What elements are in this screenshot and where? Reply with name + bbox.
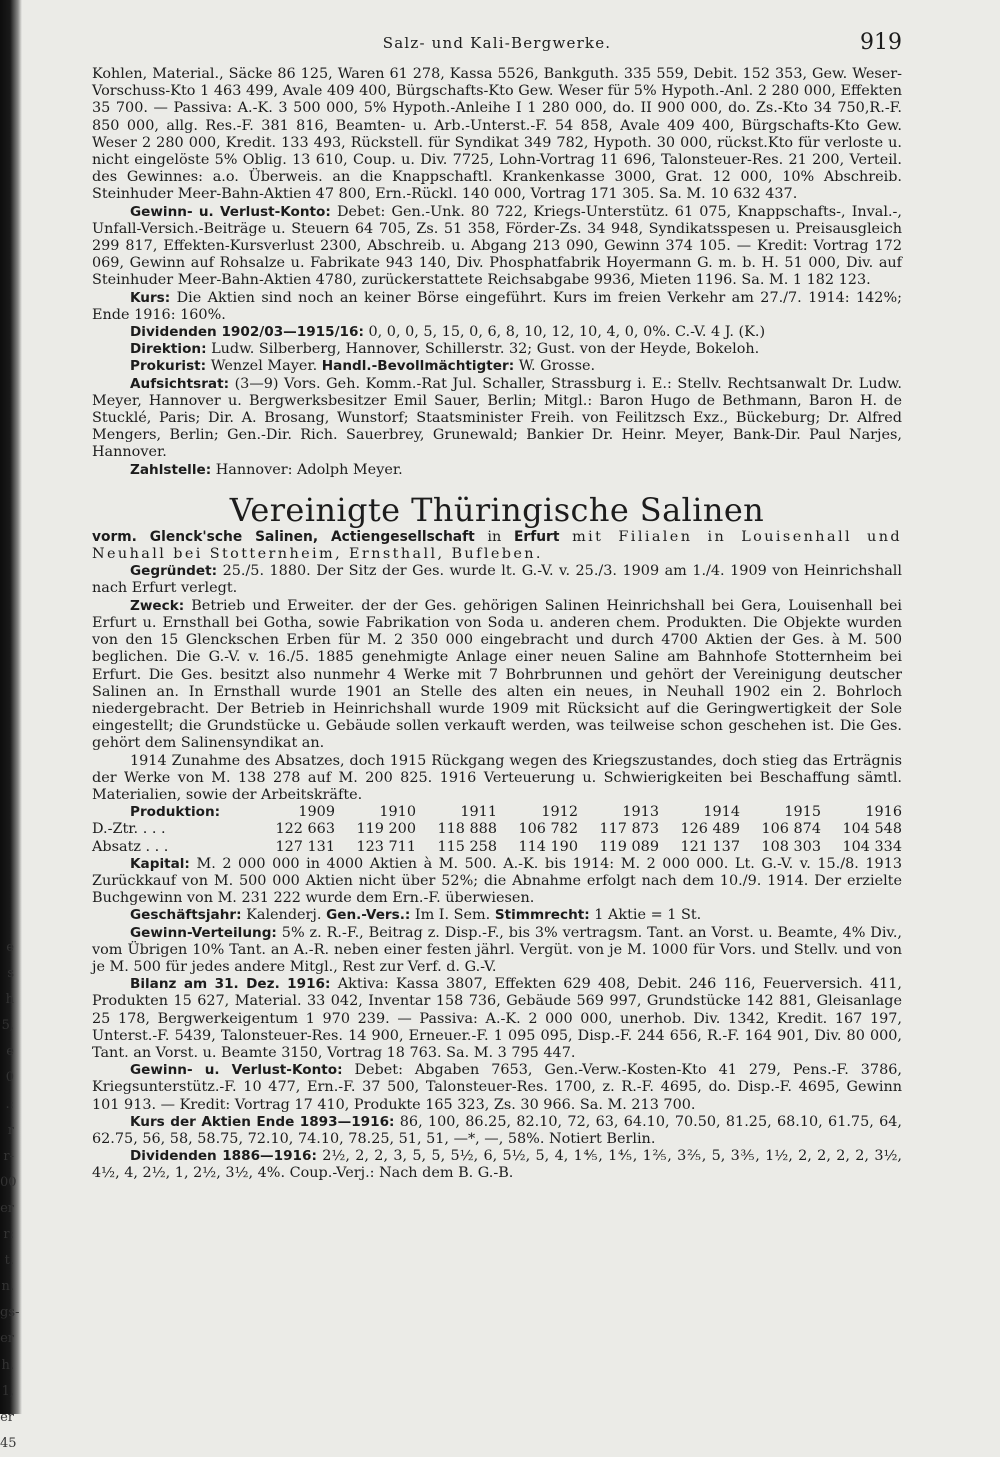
section-label: Dividenden 1886—1916:	[130, 1148, 317, 1165]
production-table	[92, 804, 902, 856]
company-title: Vereinigte Thüringische Salinen	[229, 490, 765, 529]
fragment: h.	[1, 1357, 14, 1373]
section-label: Gewinn-Verteilung:	[130, 924, 277, 941]
value-cell: 115 258	[437, 838, 497, 855]
value-cell: 119 089	[599, 838, 659, 855]
section-label: Gegründet:	[130, 563, 218, 580]
year-cell: 1913	[622, 804, 659, 821]
section-text: W. Grosse.	[518, 358, 596, 375]
section-label: Geschäftsjahr:	[130, 907, 242, 924]
value-cell: 104 334	[842, 838, 902, 855]
value-cell: 117 873	[599, 821, 659, 838]
section-label: Direktion:	[130, 341, 207, 358]
guv-paragraph	[92, 1062, 902, 1114]
direktion-paragraph	[92, 341, 902, 358]
value-cell: 106 874	[761, 821, 821, 838]
fragment: er	[0, 1331, 14, 1347]
value-cell: 106 782	[518, 821, 578, 838]
section-text: 25./5. 1880. Der Sitz der Ges. wurde lt. G.-V. v. 25./3. 1909 am 1./4. 1909 von Heinrichshall nach Erfurt verlegt.	[92, 563, 902, 597]
fragment: er	[0, 1200, 14, 1216]
running-header	[92, 30, 902, 56]
fragment: 45	[0, 1435, 17, 1451]
value-cell: 123 711	[356, 838, 416, 855]
dividends-paragraph	[92, 324, 902, 341]
geschaeftsjahr-paragraph	[92, 907, 902, 924]
fragment: e	[6, 1044, 14, 1060]
prokurist-paragraph	[92, 358, 902, 375]
gv-konto-paragraph	[92, 204, 902, 290]
year-cell: 1911	[460, 804, 497, 821]
year-cell: 1916	[865, 804, 902, 821]
section-text: Debet: Abgaben 7653, Gen.-Verw.-Kosten-Kto 41 279, Pens.-F. 3786, Kriegsunterstütz.-F. 10 477, Ern.-F. 37 500, Talonsteuer-Res. 1700, z. R.-F. 4695, do. Disp.-F. 4695, Gewinn 101 913. — Kredit: Vortrag 17 410, Produkte 165 323, Zs. 30 966. Sa. M. 213 700.	[92, 1062, 902, 1113]
section-label: Stimmrecht:	[494, 907, 590, 924]
zweck-paragraph	[92, 598, 902, 753]
gegruendet-paragraph	[92, 563, 902, 597]
fragment: r:	[3, 1227, 14, 1243]
fragment: s	[7, 966, 14, 982]
section-text: 5% z. R.-F., Beitrag z. Disp.-F., bis 3% vertragsm. Tant. an Vorst. u. Beamte, 4% Div., vom Übrigen 10% Tant. an A.-R. neben einer festen jährl. Vergüt. von je M. 1000 für Vors. und Stellv. und von je M. 500 für jedes andere Mitgl., Rest zur Verf. d. G.-V.	[92, 924, 903, 975]
kapital-paragraph	[92, 856, 902, 908]
value-cell: 118 888	[437, 821, 497, 838]
subtitle-in: in	[487, 528, 502, 545]
section-text: M. 2 000 000 in 4000 Aktien à M. 500. A.-K. bis 1914: M. 2 000 000. Lt. G.-V. v. 15./8. 1913 Zurückkauf von M. 500 000 Aktien nicht über 52%; die Abnahme erfolgt nach dem 10./9. 1914. Der erzielte Buchgewinn von M. 231 222 wurde dem Ern.-F. überwiesen.	[92, 855, 903, 907]
kurse-paragraph	[92, 1114, 902, 1148]
fragment: gs-	[0, 1305, 20, 1321]
fragment: 1,	[1, 1383, 14, 1399]
production-row-dztr	[92, 821, 902, 838]
company-city: Erfurt	[513, 528, 560, 545]
section-label: Prokurist:	[130, 358, 207, 375]
page-body	[92, 66, 902, 1183]
section-text: Ludw. Silberberg, Hannover, Schillerstr. 32; Gust. von der Heyde, Bokeloh.	[211, 341, 760, 358]
value-cell: 119 200	[356, 821, 416, 838]
section-text: 0, 0, 0, 5, 15, 0, 6, 8, 10, 12, 10, 4, 0, 0%. C.-V. 4 J. (K.)	[368, 324, 766, 341]
value-cell: 108 303	[761, 838, 821, 855]
fragment: t.	[4, 1253, 14, 1269]
gewinn-verteilung-paragraph	[92, 925, 902, 977]
section-text: 1 Aktie = 1 St.	[594, 907, 702, 924]
value-cell: 121 137	[680, 838, 740, 855]
production-label: Produktion:	[130, 804, 221, 821]
row-label: D.-Ztr. . . .	[92, 821, 166, 838]
section-label: Handl.-Bevollmächtigter:	[321, 358, 515, 375]
year-cell: 1912	[541, 804, 578, 821]
year-cell: 1915	[784, 804, 821, 821]
dividenden-paragraph	[92, 1148, 902, 1182]
section-label: Gewinn- u. Verlust-Konto:	[130, 1062, 343, 1079]
company-branches: mit Filialen in Louisenhall und Neuhall bei Stotternheim, Ernsthall, Bufleben.	[92, 528, 902, 563]
section-label: Dividenden 1902/03—1915/16:	[130, 324, 364, 341]
section-text: 86, 100, 86.25, 82.10, 72, 63, 64.10, 70.50, 81.25, 68.10, 61.75, 64, 62.75, 56, 58, 58.75, 72.10, 74.10, 78.25, 51, 51, —*, —, 58%. Notiert Berlin.	[92, 1113, 902, 1147]
section-text: Betrieb und Erweiter. der der Ges. gehörigen Salinen Heinrichshall bei Gera, Louisenhall bei Erfurt u. Ernsthall bei Gotha, sowie Fabrikation von Soda u. anderen chem. Produkten. Die Objekte wurden von den 15 Glenckschen Erben für M. 2 350 000 eingebracht und durch 4700 Aktien der Ges. à M. 500 beglichen. Die G.-V. v. 16./5. 1885 genehmigte Anlage einer neuen Saline am Bahnhofe Stotternheim bei Erfurt. Die Ges. besitzt also nunmehr 4 Werke mit 7 Bohrbrunnen und gehört der Vereinigung deutscher Salinen an. In Ernsthall wurde 1901 an Stelle des alten ein neues, in Neuhall 1902 ein 2. Bohrloch niedergebracht. Der Betrieb in Heinrichshall wurde 1909 mit Rücksicht auf die Geringwertigkeit der Sole eingestellt; die Grundstücke u. Gebäude sollen verkauft werden, was teilweise schon geschehen ist. Die Ges. gehört dem Salinensyndikat an.	[92, 597, 902, 752]
fragment: e	[6, 940, 14, 955]
running-title: Salz- und Kali-Bergwerke.	[382, 34, 612, 52]
section-text: Debet: Gen.-Unk. 80 722, Kriegs-Unterstütz. 61 075, Knappschafts-, Inval.-, Unfall-Versich.-Beiträge u. Steuern 64 705, Zs. 51 358, Förder-Zs. 34 948, Syndikatsspesen u. Preisausgleich 299 817, Effekten-Kursverlust 2300, Abschreib. u. Abgang 213 090, Gewinn 374 105. — Kredit: Vortrag 172 069, Gewinn auf Rohsalze u. Fabrikate 943 140, Div. Phosphatfabrik Hoyermann G. m. b. H. 51 000, Div. auf Steinhuder Meer-Bahn-Aktien 4780, zurückerstattete Reichsabgabe 9936, Mieten 1196. Sa. M. 1 182 123.	[92, 203, 902, 289]
section-label: Aufsichtsrat:	[130, 375, 229, 392]
section-label: Bilanz am 31. Dez. 1916:	[130, 976, 331, 993]
section-label: Kurs der Aktien Ende 1893—1916:	[130, 1113, 395, 1130]
value-cell: 122 663	[275, 821, 335, 838]
year-cell: 1914	[703, 804, 740, 821]
section-label: Kurs:	[130, 289, 171, 306]
section-label: Gen.-Vers.:	[326, 907, 411, 924]
absatz-paragraph: 1914 Zunahme des Absatzes, doch 1915 Rückgang wegen des Kriegszustandes, doch stieg das Erträgnis der Werke von M. 138 278 auf M. 200 825. 1916 Verteuerung u. Schwierigkeiten bei Beschaffung sämtl. Materialien, sowie der Arbeitskräfte.	[92, 752, 902, 803]
value-cell: 126 489	[680, 821, 740, 838]
page-number: 919	[860, 30, 902, 55]
value-cell: 127 131	[275, 838, 335, 855]
section-text: Die Aktien sind noch an keiner Börse eingeführt. Kurs im freien Verkehr am 27./7. 1914: 142%; Ende 1916: 160%.	[92, 289, 902, 323]
production-header-row	[92, 804, 902, 821]
adjacent-page-fragments	[0, 935, 20, 1457]
company-subtitle	[92, 529, 902, 563]
value-cell: 114 190	[518, 838, 578, 855]
fragment: h	[5, 992, 14, 1008]
section-label: Gewinn- u. Verlust-Konto:	[130, 203, 331, 220]
fragment: er	[0, 1409, 14, 1425]
section-text: (3—9) Vors. Geh. Komm.-Rat Jul. Schaller, Strassburg i. E.: Stellv. Rechtsanwalt Dr. Ludw. Meyer, Hannover u. Bergwerksbesitzer Emil Sauer, Berlin; Mitgl.: Baron Hugo de Bethmann, Baron H. de Stucklé, Paris; Dir. A. Brosang, Wunstorf; Staatsminister Freih. von Feilitzsch Exz., Bückeburg; Dr. Alfred Mengers, Berlin; Gen.-Dir. Rich. Sauerbrey, Grunewald; Bankier Dr. Heinr. Meyer, Bank-Dir. Paul Narjes, Hannover.	[92, 375, 902, 461]
row-label: Absatz . . .	[92, 838, 169, 855]
production-row-absatz	[92, 839, 902, 856]
zahlstelle-paragraph	[92, 462, 902, 479]
section-text: Hannover: Adolph Meyer.	[215, 461, 403, 478]
section-label: Kapital:	[130, 855, 190, 872]
fragment: 00	[0, 1174, 17, 1190]
year-cell: 1909	[298, 804, 335, 821]
kurs-paragraph	[92, 290, 902, 324]
fragment: .:	[5, 1096, 14, 1112]
fragment: n.	[1, 1279, 14, 1295]
fragment: 5,	[1, 1018, 14, 1034]
section-text: Im I. Sem.	[414, 907, 491, 924]
aufsichtsrat-paragraph	[92, 376, 902, 462]
value-cell: 104 548	[842, 821, 902, 838]
section-text: 2½, 2, 2, 3, 5, 5, 5½, 6, 5½, 5, 4, 1⅘, 1⅘, 1⅖, 3⅖, 5, 3⅗, 1½, 2, 2, 2, 2, 3½, 4½, 4, 2½, 1, 2½, 3½, 4%. Coup.-Verj.: Nach dem B. G.-B.	[92, 1148, 902, 1182]
section-label: Zahlstelle:	[130, 461, 212, 478]
bilanz-paragraph	[92, 976, 902, 1062]
year-cell: 1910	[379, 804, 416, 821]
fragment: 0	[5, 1070, 14, 1086]
section-label: Zweck:	[130, 597, 185, 614]
section-text: Wenzel Mayer.	[210, 358, 318, 375]
fragment: r	[7, 1122, 14, 1138]
section-text: Kalenderj.	[246, 907, 322, 924]
section-text: Aktiva: Kassa 3807, Effekten 629 408, Debit. 246 116, Feuerversich. 411, Produkten 15 627, Material. 33 042, Inventar 158 736, Gebäude 569 997, Grundstücke 142 881, Gleisanlage 25 178, Bergwerkeigentum 1 970 239. — Passiva: A.-K. 2 000 000, unerhob. Div. 1342, Kredit. 167 197, Unterst.-F. 5439, Talonsteuer-Res. 14 900, Erneuer.-F. 1 095 095, Disp.-F. 244 656, R.-F. 164 901, Div. 80 000, Tant. an Vorst. u. Beamte 3150, Vortrag 18 763. Sa. M. 3 795 447.	[92, 976, 902, 1061]
balance-continuation: Kohlen, Material., Säcke 86 125, Waren 61 278, Kassa 5526, Bankguth. 335 559, Debit. 152 353, Gew. Weser-Vorschuss-Kto 1 463 499, Avale 409 400, Bürgschafts-Kto Gew. Weser für 5% Hypoth.-Anl. 2 280 000, Effekten 35 700. — Passiva: A.-K. 3 500 000, 5% Hypoth.-Anleihe I 1 280 000, do. II 900 000, do. Zs.-Kto 34 750,R.-F. 850 000, allg. Res.-F. 381 816, Beamten- u. Arb.-Unterst.-F. 54 858, Avale 409 400, Bürgschafts-Kto Gew. Weser 2 280 000, Kredit. 133 493, Rückstell. für Syndikat 349 782, Hypoth. 30 000, rückst.Kto für verloste u. nicht eingelöste 5% Oblig. 13 610, Coup. u. Div. 7725, Lohn-Vortrag 11 696, Talonsteuer-Res. 21 200, Verteil. des Gewinnes: a.o. Überweis. an die Knappschaftl. Krankenkasse 3000, Grat. 12 000, 10% Abschreib. Steinhuder Meer-Bahn-Aktien 47 800, Ern.-Rückl. 140 000, Vortrag 171 305. Sa. M. 10 632 437.	[92, 66, 902, 203]
company-legal-name: vorm. Glenck'sche Salinen, Actiengesellschaft	[92, 528, 475, 545]
production-label-cell	[92, 804, 254, 821]
fragment: r-	[3, 1148, 14, 1164]
